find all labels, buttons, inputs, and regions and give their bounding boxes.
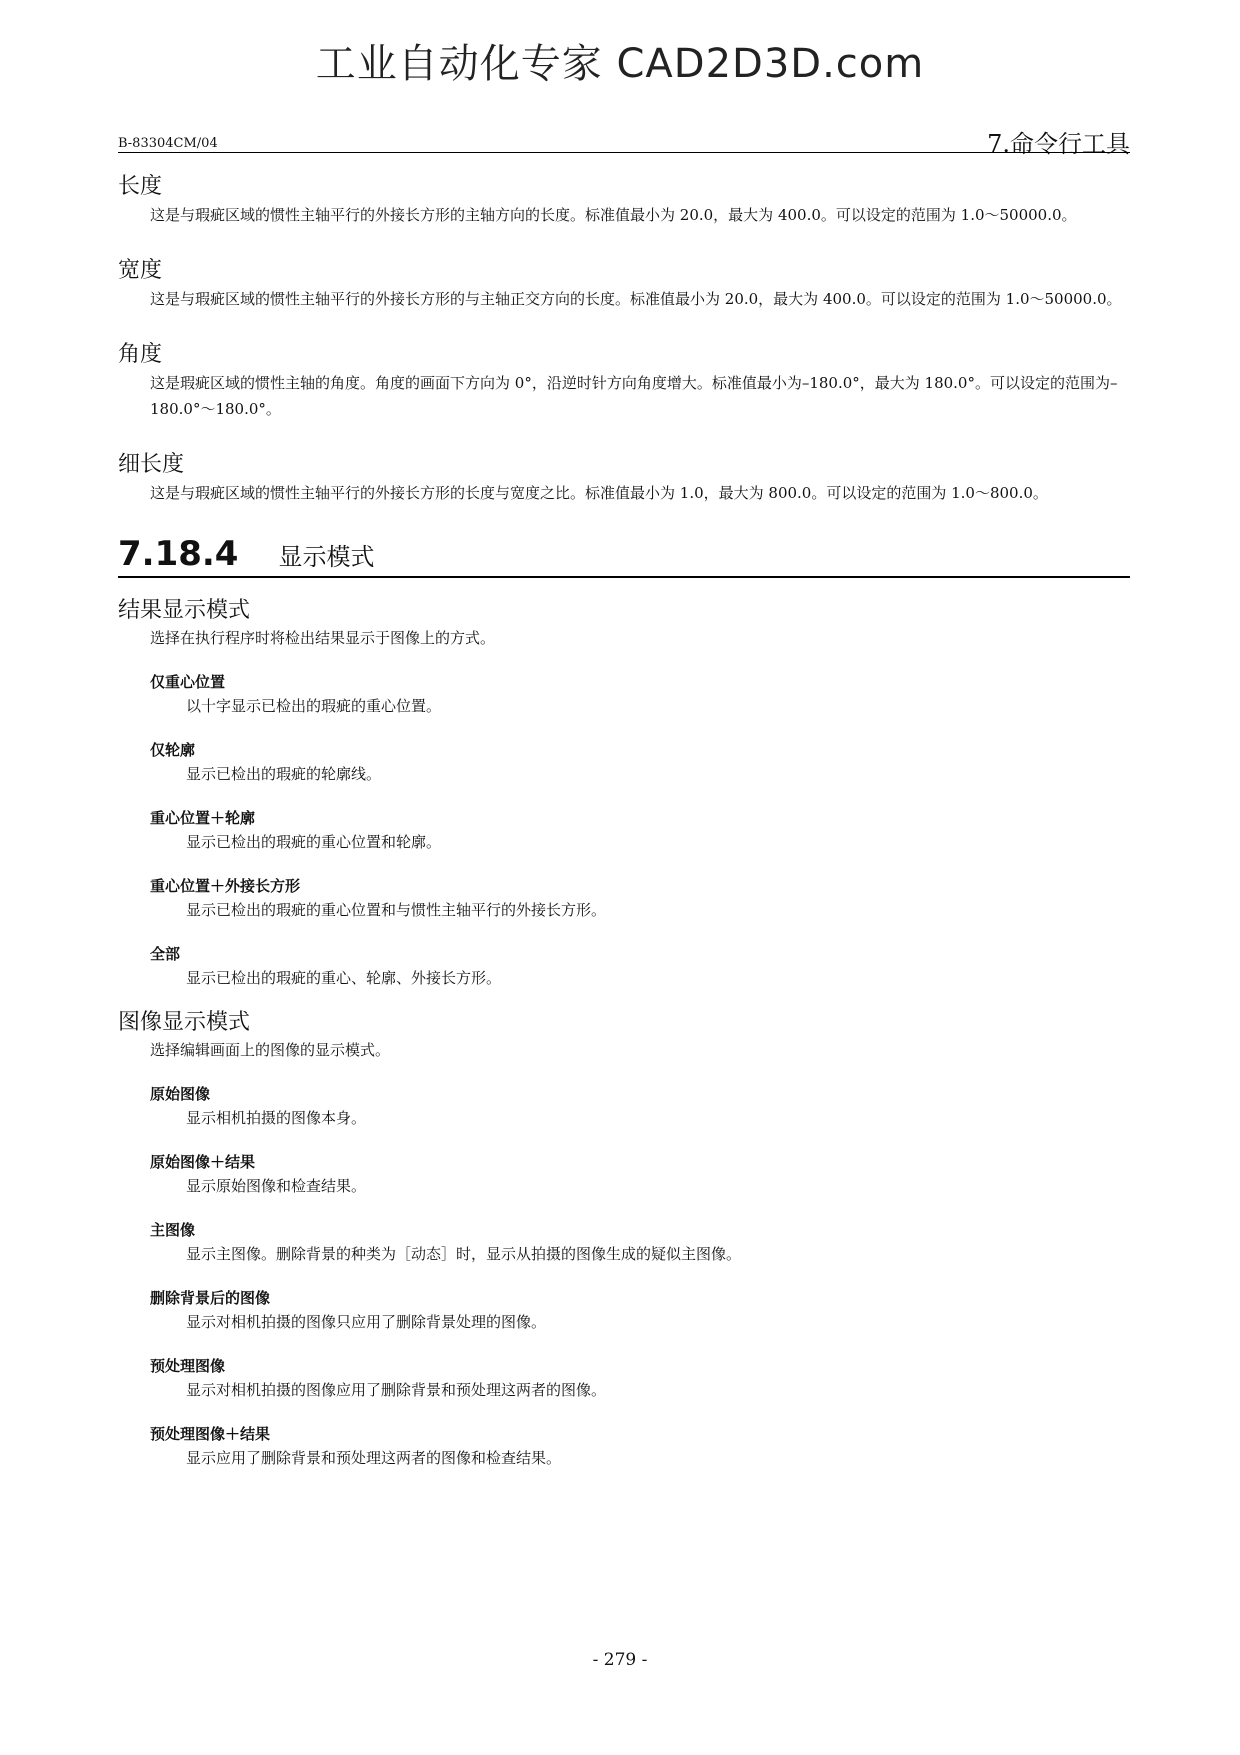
option-item [150,1218,1130,1266]
option-title: 原始图像 [150,1085,211,1103]
section-title: 显示模式 [278,543,375,571]
option-description: 显示已检出的瑕疵的重心位置和轮廓。 [186,833,442,851]
option-title: 删除背景后的图像 [150,1289,271,1307]
option-title: 全部 [150,945,181,963]
option-title: 仅轮廓 [150,741,196,759]
header-rule [118,152,1130,153]
option-item [150,1354,1130,1402]
section-display-mode [118,534,1130,578]
section-heading [118,534,1130,578]
param-width [118,256,1130,312]
group-description: 选择编辑画面上的图像的显示模式。 [150,1041,391,1059]
param-title: 细长度 [118,452,185,477]
option-item [150,942,1130,990]
option-title: 预处理图像 [150,1357,226,1375]
option-title: 原始图像＋结果 [150,1153,256,1171]
option-title: 主图像 [150,1221,196,1239]
chapter-title: 7.命令行工具 [987,130,1130,158]
option-item [150,738,1130,786]
option-item [150,874,1130,922]
group-result-display-mode [118,596,1130,990]
option-description: 显示对相机拍摄的图像只应用了删除背景处理的图像。 [186,1313,547,1331]
param-description: 这是与瑕疵区域的惯性主轴平行的外接长方形的与主轴正交方向的长度。标准值最小为 20.0，最大为 400.0。可以设定的范围为 1.0～50000.0。 [150,290,1122,308]
option-title: 预处理图像＋结果 [150,1425,271,1443]
group-image-display-mode [118,1008,1130,1470]
option-item [150,670,1130,718]
option-description: 显示主图像。删除背景的种类为［动态］时，显示从拍摄的图像生成的疑似主图像。 [186,1245,742,1263]
param-title: 角度 [118,342,163,367]
watermark-text: 工业自动化专家 CAD2D3D.com [315,41,925,87]
param-angle [118,340,1130,422]
option-title: 重心位置＋外接长方形 [150,877,301,895]
param-title: 宽度 [118,258,163,283]
group-title: 图像显示模式 [118,1010,251,1035]
option-description: 显示原始图像和检查结果。 [186,1177,367,1195]
param-elongation [118,450,1130,506]
param-description: 这是瑕疵区域的惯性主轴的角度。角度的画面下方向为 0°，沿逆时针方向角度增大。标准值最小为–180.0°，最大为 180.0°。可以设定的范围为–180.0°～180.0°。 [150,374,1118,418]
option-description: 显示相机拍摄的图像本身。 [186,1109,367,1127]
option-title: 重心位置＋轮廓 [150,809,256,827]
param-description: 这是与瑕疵区域的惯性主轴平行的外接长方形的主轴方向的长度。标准值最小为 20.0，最大为 400.0。可以设定的范围为 1.0～50000.0。 [150,206,1077,224]
option-description: 显示已检出的瑕疵的重心、轮廓、外接长方形。 [186,969,502,987]
option-description: 显示已检出的瑕疵的轮廓线。 [186,765,382,783]
option-item [150,1422,1130,1470]
option-description: 显示对相机拍摄的图像应用了删除背景和预处理这两者的图像。 [186,1381,607,1399]
document-code: B-83304CM/04 [118,136,218,151]
option-item [150,806,1130,854]
option-item [150,1082,1130,1130]
group-title: 结果显示模式 [118,598,251,623]
option-item [150,1286,1130,1334]
option-item [150,1150,1130,1198]
param-length [118,172,1130,228]
option-description: 显示应用了删除背景和预处理这两者的图像和检查结果。 [186,1449,562,1467]
param-description: 这是与瑕疵区域的惯性主轴平行的外接长方形的长度与宽度之比。标准值最小为 1.0，最大为 800.0。可以设定的范围为 1.0～800.0。 [150,484,1048,502]
section-number: 7.18.4 [118,534,239,574]
option-description: 显示已检出的瑕疵的重心位置和与惯性主轴平行的外接长方形。 [186,901,607,919]
group-description: 选择在执行程序时将检出结果显示于图像上的方式。 [150,629,496,647]
page-number: - 279 - [592,1650,648,1670]
page-content [118,172,1130,1470]
param-title: 长度 [118,174,163,199]
option-title: 仅重心位置 [150,673,226,691]
option-description: 以十字显示已检出的瑕疵的重心位置。 [186,697,442,715]
